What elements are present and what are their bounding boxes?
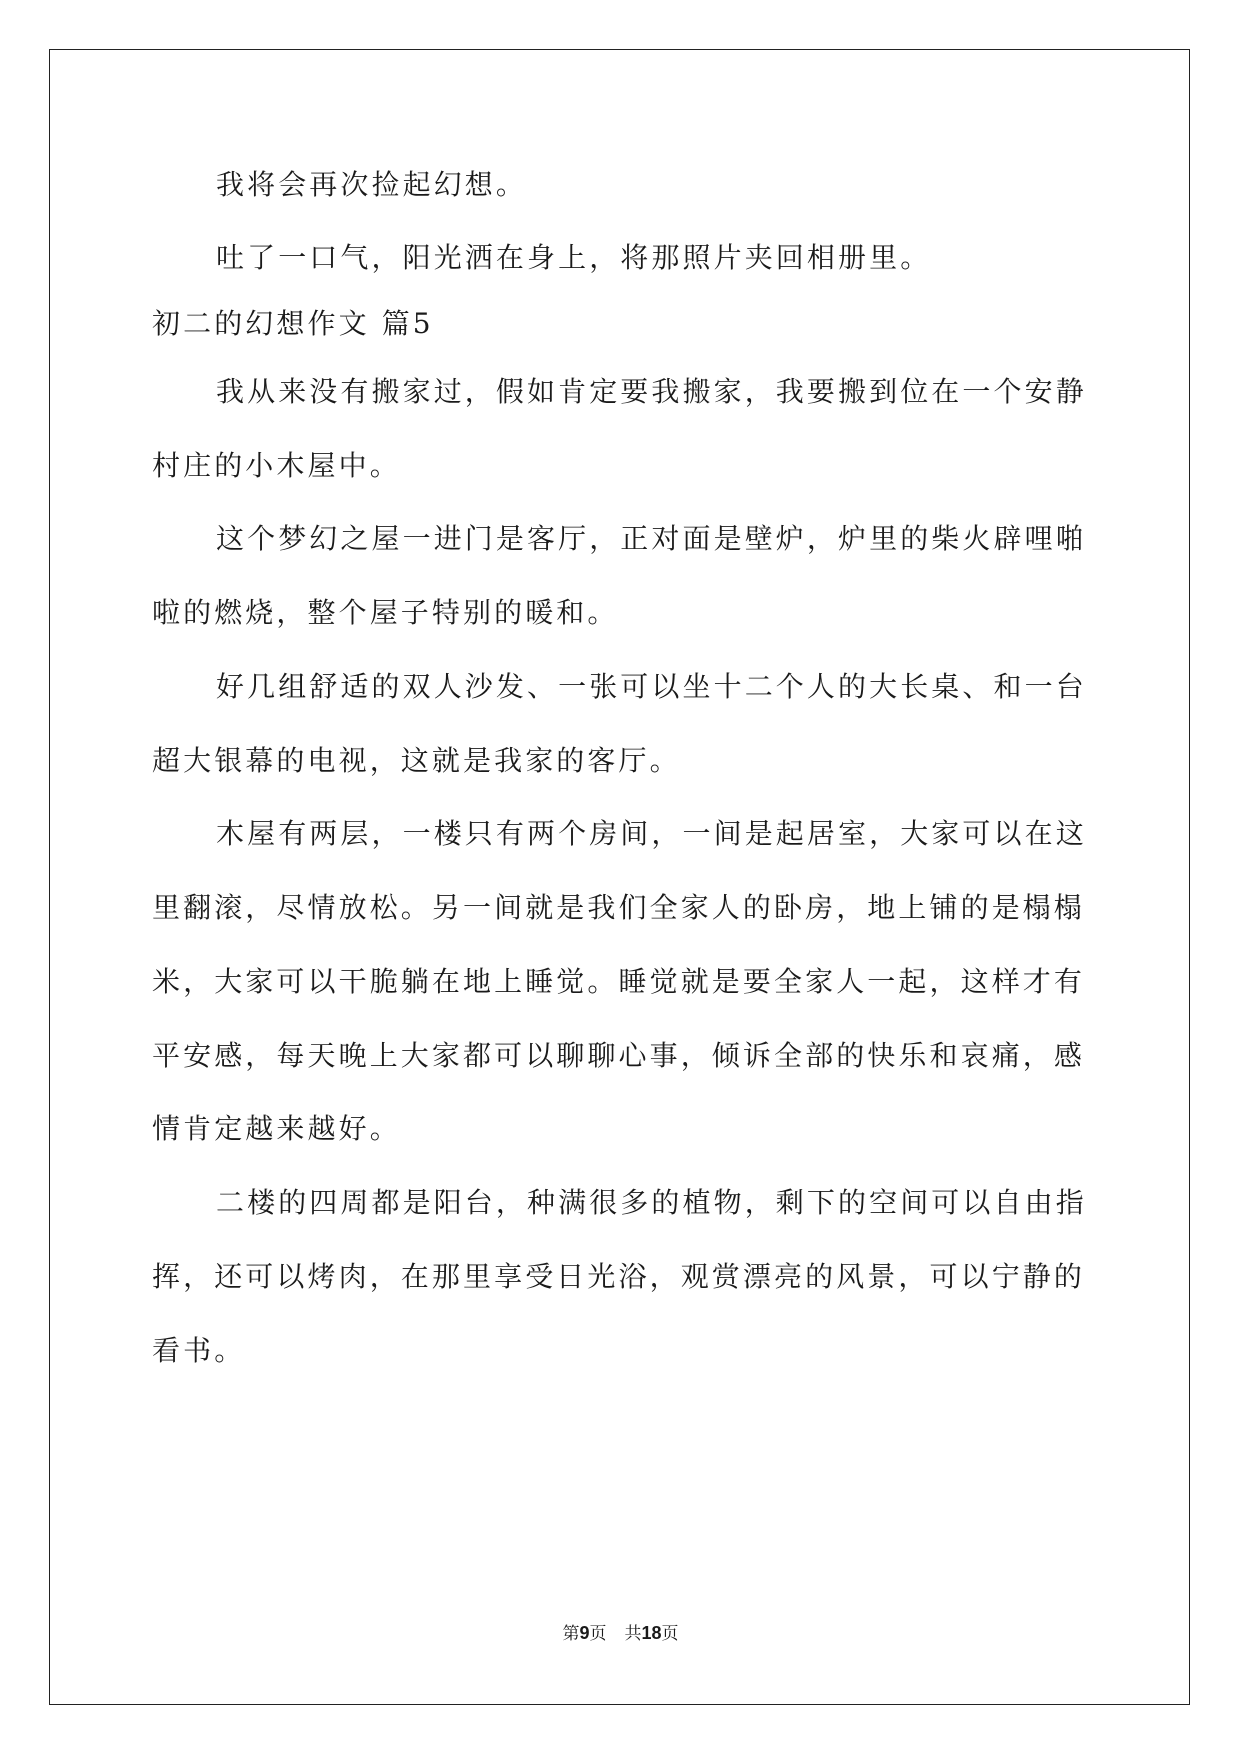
total-page-count: 18 xyxy=(641,1623,662,1643)
paragraph-line: 我将会再次捡起幻想。 xyxy=(216,168,528,201)
section-heading: 初二的幻想作文 篇5 xyxy=(152,307,434,340)
current-page-number: 9 xyxy=(579,1623,590,1643)
paragraph-line: 好几组舒适的双人沙发、一张可以坐十二个人的大长桌、和一台 xyxy=(216,670,1087,703)
footer-total-prefix: 共 xyxy=(624,1624,642,1644)
footer-total-suffix: 页 xyxy=(661,1624,679,1644)
page-footer xyxy=(0,1621,1241,1646)
paragraph-line: 我从来没有搬家过，假如肯定要我搬家，我要搬到位在一个安静 xyxy=(216,375,1087,408)
paragraph-line: 平安感，每天晚上大家都可以聊聊心事，倾诉全部的快乐和哀痛，感 xyxy=(152,1039,1086,1072)
paragraph-line: 情肯定越来越好。 xyxy=(152,1112,401,1145)
paragraph-line: 啦的燃烧，整个屋子特别的暖和。 xyxy=(152,596,619,629)
paragraph-line: 二楼的四周都是阳台，种满很多的植物，剩下的空间可以自由指 xyxy=(216,1186,1087,1219)
page-border xyxy=(49,49,1190,1705)
footer-prefix: 第 xyxy=(562,1624,580,1644)
paragraph-line: 吐了一口气，阳光洒在身上，将那照片夹回相册里。 xyxy=(216,241,932,274)
paragraph-line: 里翻滚，尽情放松。另一间就是我们全家人的卧房，地上铺的是榻榻 xyxy=(152,891,1086,924)
paragraph-line: 看书。 xyxy=(152,1334,246,1367)
paragraph-line: 超大银幕的电视，这就是我家的客厅。 xyxy=(152,744,681,777)
paragraph-line: 木屋有两层，一楼只有两个房间，一间是起居室，大家可以在这 xyxy=(216,817,1087,850)
paragraph-line: 米，大家可以干脆躺在地上睡觉。睡觉就是要全家人一起，这样才有 xyxy=(152,965,1086,998)
paragraph-line: 这个梦幻之屋一进门是客厅，正对面是壁炉，炉里的柴火辟哩啪 xyxy=(216,522,1087,555)
footer-page-suffix: 页 xyxy=(589,1624,607,1644)
paragraph-line: 村庄的小木屋中。 xyxy=(152,449,401,482)
paragraph-line: 挥，还可以烤肉，在那里享受日光浴，观赏漂亮的风景，可以宁静的 xyxy=(152,1260,1086,1293)
